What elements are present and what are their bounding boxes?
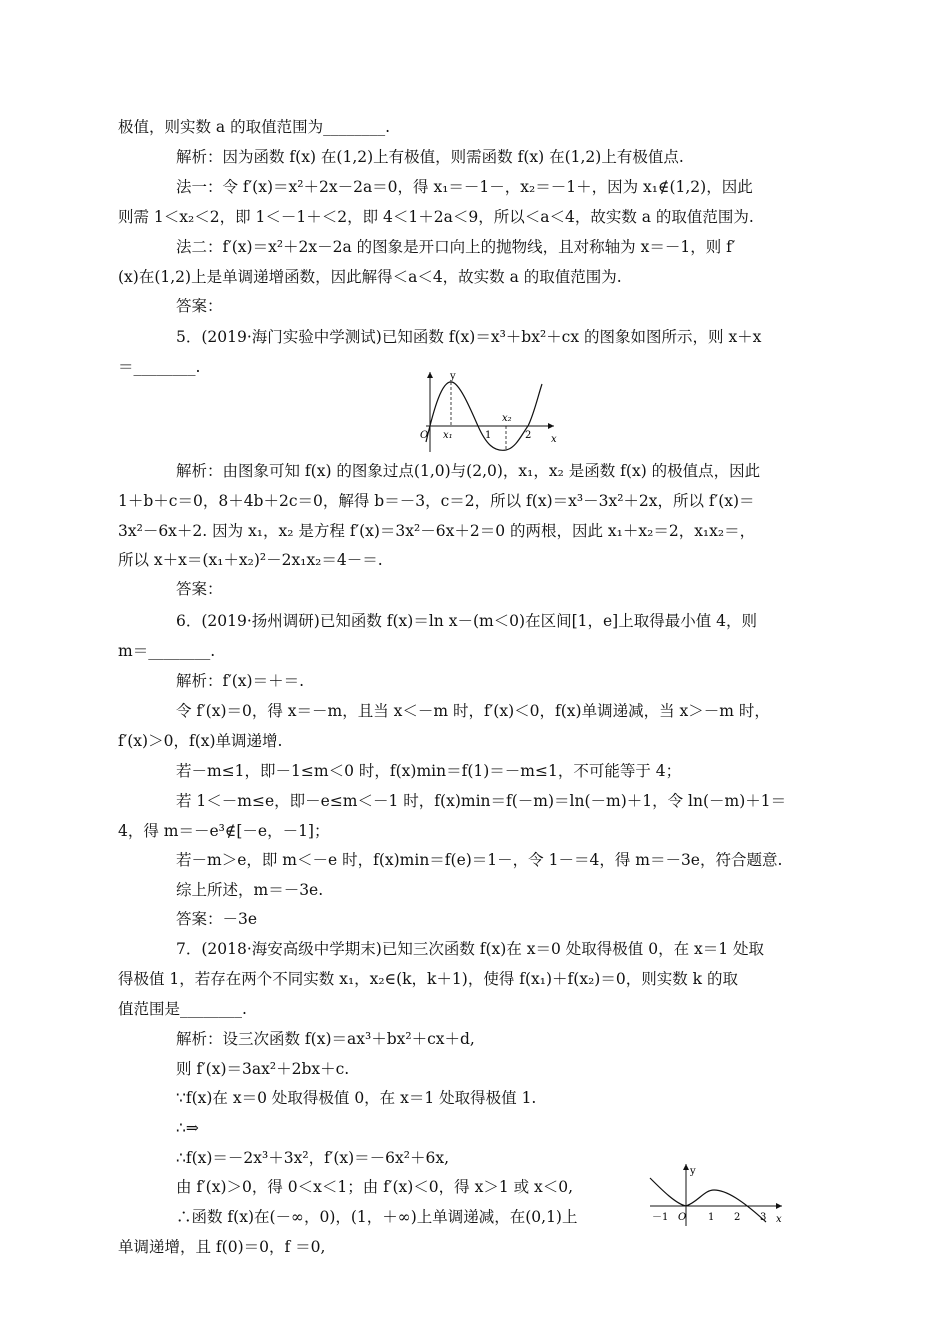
text-line: 若 1＜－m≤e，即－e≤m＜－1 时，f(x)min＝f(－m)＝ln(－m)＋1，令 ln(－m)＋1＝ bbox=[176, 792, 787, 810]
text-line: 4，得 m＝－e³∉[－e，－1]； bbox=[118, 822, 330, 840]
text-line: 解析：由图象可知 f(x) 的图象过点(1,0)与(2,0)，x₁，x₂ 是函数 f(x) 的极值点，因此 bbox=[176, 462, 761, 480]
text-line: 值范围是________. bbox=[118, 1000, 247, 1018]
text-line: 3x²－6x＋2. 因为 x₁，x₂ 是方程 f′(x)＝3x²－6x＋2＝0 的两根，因此 x₁＋x₂＝2，x₁x₂＝， bbox=[118, 522, 756, 540]
text-line: 法二：f′(x)＝x²＋2x－2a 的图象是开口向上的抛物线，且对称轴为 x＝－1，则 f′ bbox=[176, 238, 736, 256]
x-axis-label: x bbox=[551, 434, 557, 445]
sketch-y-axis-label: y bbox=[690, 1166, 696, 1177]
text-line: 所以 x＋x＝(x₁＋x₂)²－2x₁x₂＝4－＝. bbox=[118, 551, 383, 569]
text-line: 答案： bbox=[176, 580, 223, 598]
cubic-graph-figure bbox=[420, 368, 560, 456]
text-line: 7．(2018·海安高级中学期末)已知三次函数 f(x)在 x＝0 处取得极值 0，在 x＝1 处取 bbox=[176, 940, 765, 958]
text-line: 解析：设三次函数 f(x)＝ax³＋bx²＋cx＋d, bbox=[176, 1030, 475, 1048]
text-line: f′(x)＞0，f(x)单调递增. bbox=[118, 732, 283, 750]
text-line: 由 f′(x)＞0，得 0＜x＜1；由 f′(x)＜0，得 x＞1 或 x＜0, bbox=[176, 1178, 574, 1196]
text-line: 单调递增，且 f(0)＝0，f ＝0, bbox=[118, 1238, 326, 1256]
text-line: ∴⇒ bbox=[176, 1119, 199, 1137]
text-line: 解析：因为函数 f(x) 在(1,2)上有极值，则需函数 f(x) 在(1,2)上有极值点. bbox=[176, 148, 684, 166]
x1-label: x₁ bbox=[443, 430, 453, 441]
y-axis-label: y bbox=[450, 371, 456, 382]
text-line: 得极值 1，若存在两个不同实数 x₁，x₂∈(k，k＋1)，使得 f(x₁)＋f(x₂)＝0，则实数 k 的取 bbox=[118, 970, 738, 988]
text-line: 极值，则实数 a 的取值范围为________. bbox=[118, 118, 391, 136]
x2-label: x₂ bbox=[502, 413, 512, 424]
text-line: 法一：令 f′(x)＝x²＋2x－2a＝0，得 x₁＝－1－，x₂＝－1＋，因为 x₁∉(1,2)，因此 bbox=[176, 178, 753, 196]
text-line: 5．(2019·海门实验中学测试)已知函数 f(x)＝x³＋bx²＋cx 的图象如图所示，则 x＋x bbox=[176, 328, 762, 346]
text-line: 1＋b＋c＝0，8＋4b＋2c＝0，解得 b＝－3，c＝2，所以 f(x)＝x³－3x²＋2x，所以 f′(x)＝ bbox=[118, 492, 755, 510]
text-line: ∴函数 f(x)在(－∞，0)，(1，＋∞)上单调递减，在(0,1)上 bbox=[176, 1208, 578, 1226]
text-line: 则 f′(x)＝3ax²＋2bx＋c. bbox=[176, 1060, 350, 1078]
sketch-tick-3: 3 bbox=[760, 1212, 767, 1223]
text-line: 综上所述，m＝－3e. bbox=[176, 881, 324, 899]
sketch-tick-1: 1 bbox=[708, 1212, 715, 1223]
text-line: ＝________. bbox=[118, 358, 201, 376]
text-line: 则需 1＜x₂＜2，即 1＜－1＋＜2，即 4＜1＋2a＜9，所以＜a＜4，故实数 a 的取值范围为. bbox=[118, 208, 754, 226]
text-line: (x)在(1,2)上是单调递增函数，因此解得＜a＜4，故实数 a 的取值范围为. bbox=[118, 268, 622, 286]
text-line: 6．(2019·扬州调研)已知函数 f(x)＝ln x－(m＜0)在区间[1，e]上取得最小值 4，则 bbox=[176, 612, 758, 630]
sketch-tick-minus1: －1 bbox=[652, 1212, 669, 1223]
text-line: 令 f′(x)＝0，得 x＝－m，且当 x＜－m 时，f′(x)＜0，f(x)单调递减，当 x＞－m 时， bbox=[176, 702, 770, 720]
sketch-tick-2: 2 bbox=[734, 1212, 741, 1223]
text-line: ∵f(x)在 x＝0 处取得极值 0，在 x＝1 处取得极值 1. bbox=[176, 1089, 537, 1107]
sketch-x-axis-label: x bbox=[776, 1214, 782, 1225]
cubic-sketch-svg bbox=[646, 1160, 786, 1228]
text-line: 答案： bbox=[176, 297, 223, 315]
tick-label-1: 1 bbox=[485, 430, 492, 441]
text-line: m＝________. bbox=[118, 642, 216, 660]
tick-label-2: 2 bbox=[525, 430, 532, 441]
sketch-origin-label: O bbox=[678, 1212, 687, 1223]
text-line: 若－m≤1，即－1≤m＜0 时，f(x)min＝f(1)＝－m≤1，不可能等于 4； bbox=[176, 762, 682, 780]
text-line: 若－m＞e，即 m＜－e 时，f(x)min＝f(e)＝1－，令 1－＝4，得 m＝－3e，符合题意. bbox=[176, 851, 783, 869]
cubic-sketch-figure bbox=[646, 1160, 786, 1228]
cubic-graph-svg bbox=[420, 368, 560, 456]
text-line: ∴f(x)＝－2x³＋3x²，f′(x)＝－6x²＋6x, bbox=[176, 1149, 450, 1167]
text-line: 解析：f′(x)＝＋＝. bbox=[176, 672, 305, 690]
text-line: 答案：－3e bbox=[176, 910, 258, 928]
origin-label: O bbox=[420, 430, 429, 441]
